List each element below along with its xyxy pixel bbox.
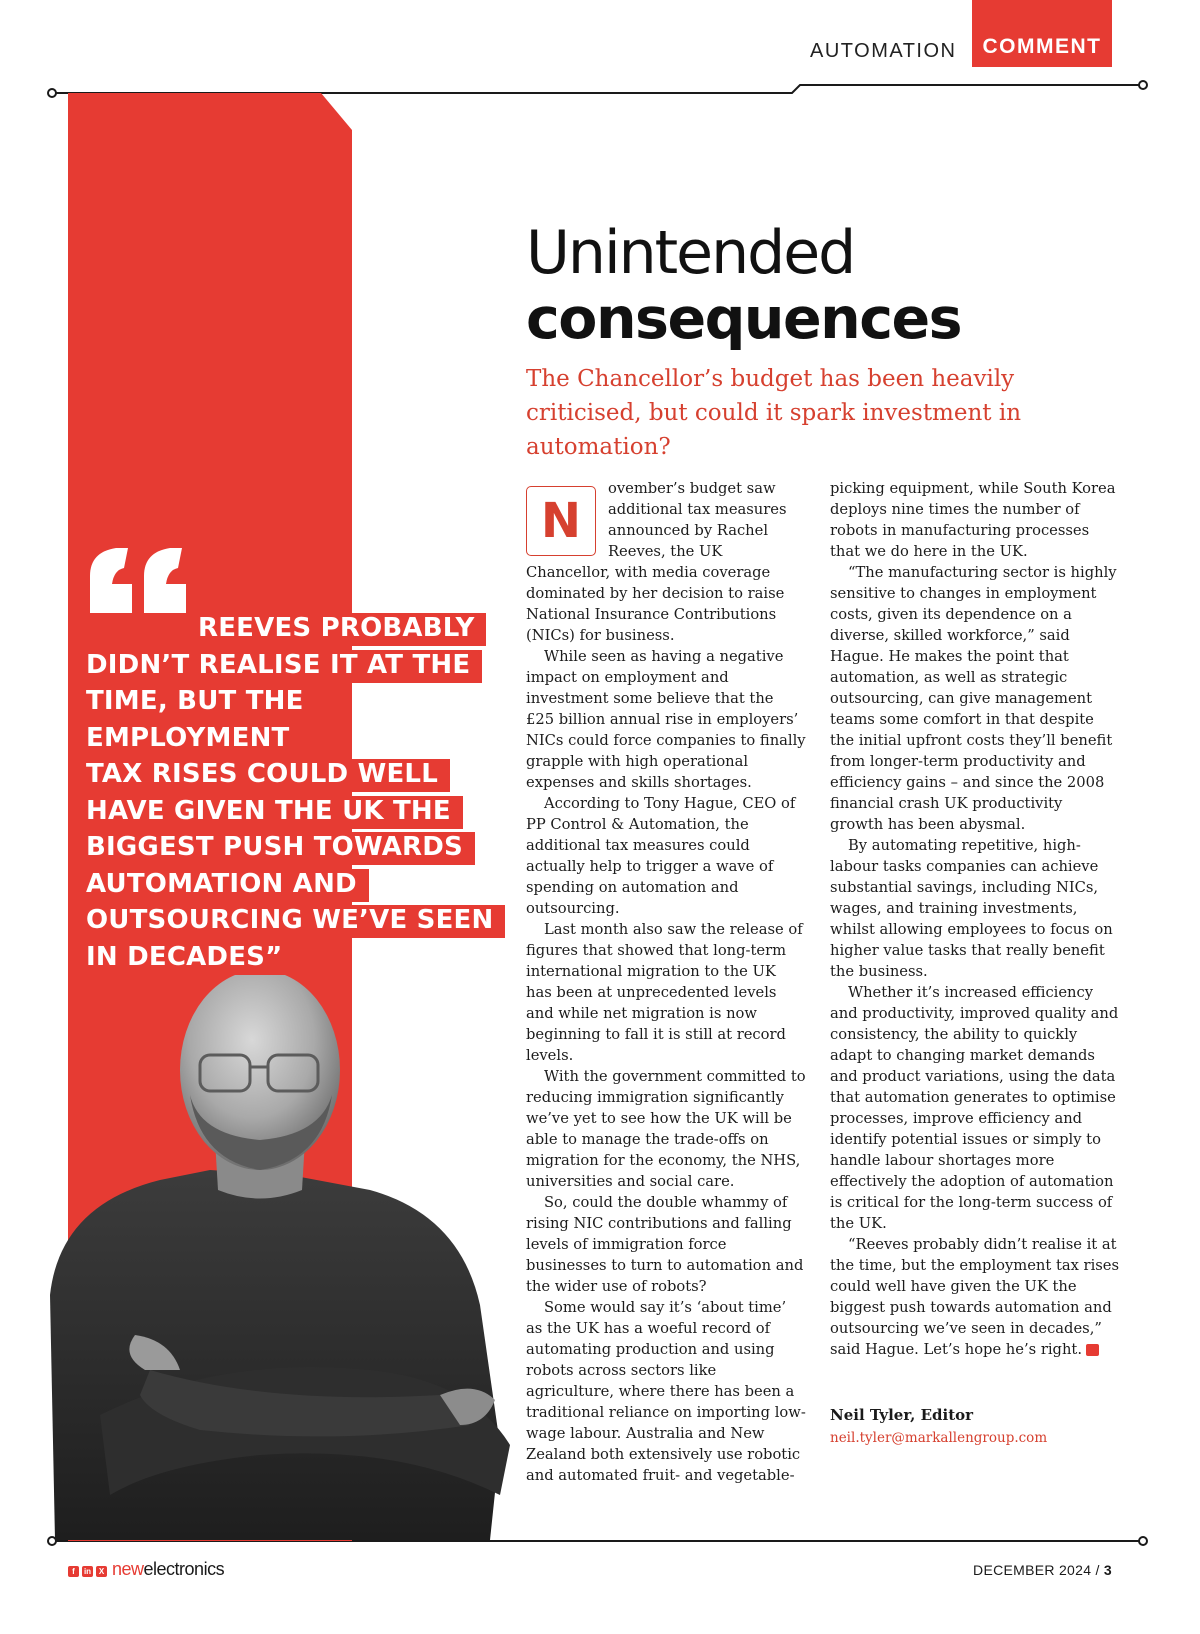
- pull-quote-line: TIME, BUT THE EMPLOYMENT: [86, 686, 316, 756]
- drop-cap: N: [526, 486, 596, 556]
- issue-folio: [973, 1562, 1112, 1578]
- social-icons: [68, 1566, 107, 1577]
- pull-quote-line: OUTSOURCING WE’VE SEEN: [86, 905, 505, 938]
- author-byline: Neil Tyler, Editor: [830, 1406, 974, 1424]
- pull-quote-line: AUTOMATION AND: [86, 869, 369, 902]
- closing-text: “Reeves probably didn’t realise it at the time, but the employment tax rises could well have given the UK the biggest push towards automation and outsourcing we’ve seen in decades,” said Hague. Let’s hope he’s right.: [830, 1236, 1120, 1358]
- brand-new: new: [112, 1559, 144, 1579]
- section-tag: COMMENT: [972, 0, 1112, 67]
- body-paragraph: With the government committed to reducing immigration significantly we’ve yet to see how the UK will be able to manage the trade-offs on migration for the economy, the NHS, universities and social care.: [526, 1068, 806, 1190]
- brand-electronics: electronics: [143, 1559, 225, 1579]
- brand-logo: [112, 1559, 224, 1580]
- issue-date: DECEMBER 2024 /: [973, 1562, 1100, 1578]
- body-paragraph: “The manufacturing sector is highly sensitive to changes in employment costs, given its dependence on a diverse, skilled workforce,” said Hague. He makes the point that automation, as well as strategic outsourcing, can give management teams some comfort in that despite the initial upfront costs they’ll benefit from longer-term productivity and efficiency gains – and since the 2008 financial crash UK productivity growth has been abysmal.: [830, 564, 1117, 833]
- body-paragraph: Last month also saw the release of figures that showed that long-term international migration to the UK has been at unprecedented levels and while net migration is now beginning to fall it is still at record levels.: [526, 921, 803, 1064]
- pull-quote: [86, 610, 506, 975]
- x-icon[interactable]: X: [96, 1566, 107, 1577]
- pull-quote-line: HAVE GIVEN THE UK THE: [86, 796, 463, 829]
- standfirst: The Chancellor’s budget has been heavily criticised, but could it spark investment in automation?: [526, 366, 1022, 460]
- pull-quote-line: REEVES PROBABLY: [86, 613, 486, 646]
- body-paragraph: Whether it’s increased efficiency and productivity, improved quality and consistency, the ability to quickly adapt to changing market demands and product variations, using the data that automation generates to optimise processes, improve efficiency and identify potential issues or simply to handle labour shortages more effectively the adoption of automation is critical for the long-term success of the UK.: [830, 984, 1119, 1232]
- body-paragraph: According to Tony Hague, CEO of PP Control & Automation, the additional tax measures could actually help to trigger a wave of spending on automation and outsourcing.: [526, 795, 796, 917]
- pull-quote-line: TAX RISES COULD WELL: [86, 759, 450, 792]
- facebook-icon[interactable]: f: [68, 1566, 79, 1577]
- author-email-link[interactable]: neil.tyler@markallengroup.com: [830, 1430, 1048, 1446]
- pull-quote-line: IN DECADES”: [86, 942, 294, 975]
- pull-quote-line: BIGGEST PUSH TOWARDS: [86, 832, 475, 865]
- body-paragraph: Some would say it’s ‘about time’ as the UK has a woeful record of automating production and using robots across sectors like agriculture, where there has been a traditional reliance on importing low-wage labour. Australia and New Zealand both extensively use robotic and automated fruit- and vegetable-: [526, 1299, 806, 1484]
- end-mark-icon: NE: [1086, 1344, 1099, 1356]
- body-paragraph: [830, 1234, 1120, 1360]
- headline-line-2: consequences: [526, 286, 962, 352]
- body-column-2: [830, 478, 1120, 1360]
- body-paragraph: So, could the double whammy of rising NIC contributions and falling levels of immigration force businesses to turn to automation and the wider use of robots?: [526, 1194, 804, 1295]
- editor-portrait: [40, 975, 515, 1540]
- body-paragraph: picking equipment, while South Korea deploys nine times the number of robots in manufacturing processes that we do here in the UK.: [830, 480, 1116, 560]
- body-paragraph: By automating repetitive, high-labour tasks companies can achieve substantial savings, including NICs, wages, and training investments, whilst allowing employees to focus on higher value tasks that really benefit the business.: [830, 837, 1113, 980]
- linkedin-icon[interactable]: in: [83, 1567, 92, 1576]
- body-column-1: [526, 478, 806, 1486]
- body-paragraph: While seen as having a negative impact on employment and investment some believe that the £25 billion annual rise in employers’ NICs could force companies to finally grapple with high operational expenses and skills shortages.: [526, 648, 806, 791]
- headline-line-1: Unintended: [526, 218, 855, 288]
- pull-quote-line: DIDN’T REALISE IT AT THE: [86, 650, 482, 683]
- section-label: AUTOMATION: [810, 39, 957, 62]
- page-number: 3: [1103, 1562, 1112, 1578]
- body-paragraph: ovember’s budget saw additional tax measures announced by Rachel Reeves, the UK Chancellor, with media coverage dominated by her decision to raise National Insurance Contributions (NICs) for business.: [526, 480, 787, 644]
